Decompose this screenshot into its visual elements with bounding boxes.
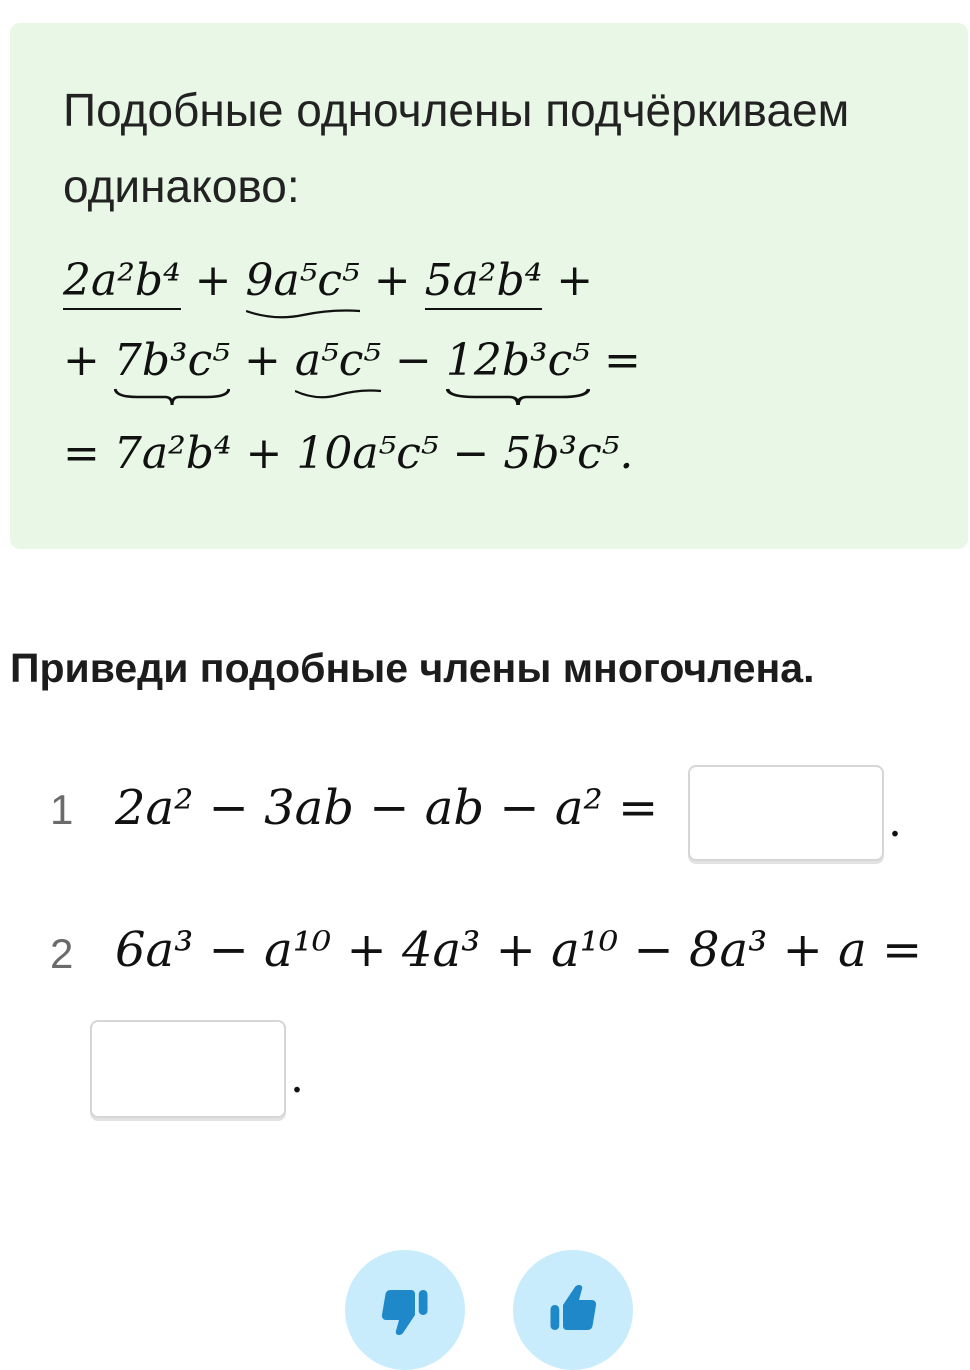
monomial-brace-underlined: 12b³c⁵ (446, 335, 590, 386)
monomial-wave-underlined: 9a⁵c⁵ (246, 255, 360, 306)
hint-equation-result: = 7a²b⁴ + 10a⁵c⁵ − 5b³c⁵. (63, 428, 634, 479)
period: . (888, 796, 902, 847)
task-expression: 2a² − 3ab − ab − a² = (115, 780, 659, 836)
operator: + (243, 335, 281, 386)
task-expression: 6a³ − a¹⁰ + 4a³ + a¹⁰ − 8a³ + a = (115, 922, 923, 978)
operator: = (603, 335, 641, 386)
like-button[interactable] (513, 1250, 633, 1370)
operator: − (395, 335, 432, 386)
thumbs-down-icon (375, 1280, 435, 1340)
task-number: 2 (50, 930, 74, 977)
thumbs-up-icon (543, 1280, 603, 1340)
task-number: 1 (50, 786, 74, 833)
period: . (290, 1052, 304, 1103)
hint-equation-line-1 (63, 255, 593, 310)
dislike-button[interactable] (345, 1250, 465, 1370)
operator: + (373, 255, 411, 306)
operator: + (194, 255, 232, 306)
task-title: Приведи подобные члены многочлена. (10, 645, 815, 691)
monomial-underlined: 2a²b⁴ (63, 255, 181, 310)
operator: + (63, 335, 100, 386)
monomial-underlined: 5a²b⁴ (425, 255, 543, 310)
hint-text: Подобные одночлены подчёркиваем одинаково: (63, 84, 850, 212)
operator: + (556, 255, 594, 306)
answer-input-2[interactable] (90, 1020, 286, 1118)
hint-equation-line-2 (63, 335, 641, 386)
monomial-wave-underlined: a⁵c⁵ (295, 335, 381, 386)
monomial-brace-underlined: 7b³c⁵ (114, 335, 230, 386)
answer-input-1[interactable] (688, 765, 884, 861)
